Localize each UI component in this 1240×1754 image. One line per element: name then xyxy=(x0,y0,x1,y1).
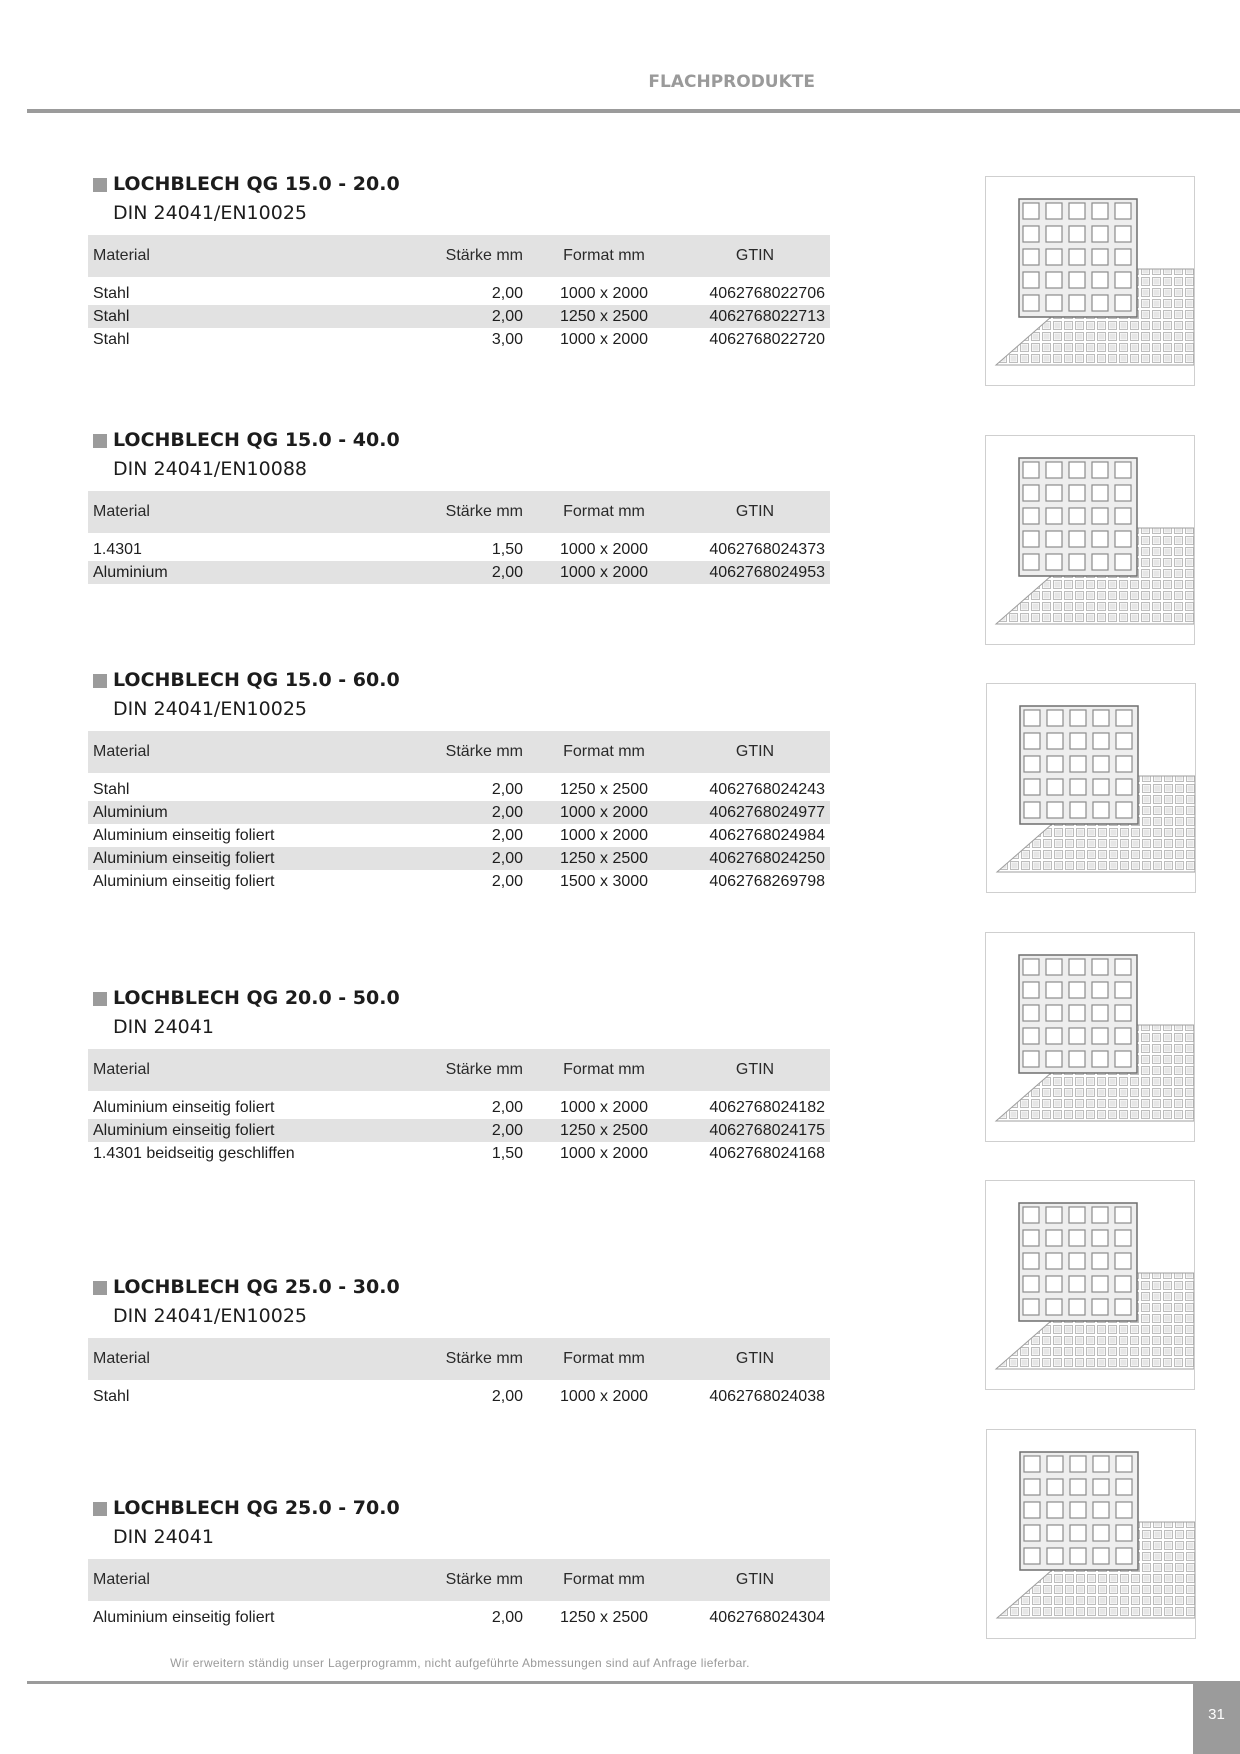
table-header-row xyxy=(88,1559,830,1601)
cell-material: Aluminium einseitig foliert xyxy=(93,1608,275,1626)
cell-material: 1.4301 xyxy=(93,540,142,558)
cell-gtin: 4062768024168 xyxy=(709,1144,825,1162)
cell-format: 1000 x 2000 xyxy=(559,284,649,302)
cell-staerke: 2,00 xyxy=(491,872,523,890)
cell-format: 1000 x 2000 xyxy=(559,1387,649,1405)
cell-staerke: 2,00 xyxy=(491,1387,523,1405)
cell-staerke: 2,00 xyxy=(491,826,523,844)
col-header-staerke: Stärke mm xyxy=(428,731,528,773)
col-header-format: Format mm xyxy=(528,235,680,277)
cell-material: Aluminium xyxy=(88,561,428,584)
page-number: 31 xyxy=(1208,1706,1225,1723)
cell-format: 1000 x 2000 xyxy=(559,1098,649,1116)
cell-staerke: 1,50 xyxy=(491,1144,523,1162)
col-header-staerke: Stärke mm xyxy=(428,235,528,277)
col-header-staerke: Stärke mm xyxy=(428,1049,528,1091)
col-header-gtin: GTIN xyxy=(680,731,830,773)
col-header-gtin: GTIN xyxy=(680,235,830,277)
section-bullet xyxy=(93,1281,107,1295)
perforated-sheet-image xyxy=(985,176,1195,386)
table-row xyxy=(88,847,830,870)
cell-staerke: 2,00 xyxy=(491,1608,523,1626)
col-header-material: Material xyxy=(88,1049,428,1091)
product-table xyxy=(88,1559,830,1629)
cell-staerke: 2,00 xyxy=(491,284,523,302)
product-section xyxy=(88,173,825,351)
product-section xyxy=(88,429,825,584)
cell-gtin: 4062768024243 xyxy=(709,780,825,798)
header-title: FLACHPRODUKTE xyxy=(648,72,815,92)
section-title: LOCHBLECH QG 25.0 - 30.0 xyxy=(113,1276,400,1298)
cell-format: 1000 x 2000 xyxy=(528,801,680,824)
product-section xyxy=(88,1276,825,1408)
table-row xyxy=(88,1385,830,1408)
table-row xyxy=(88,305,830,328)
col-header-gtin: GTIN xyxy=(680,1338,830,1380)
cell-material: Aluminium einseitig foliert xyxy=(88,847,428,870)
page-number-box xyxy=(1193,1684,1240,1754)
cell-material: Aluminium einseitig foliert xyxy=(93,872,275,890)
table-row xyxy=(88,778,830,801)
cell-gtin: 4062768024175 xyxy=(680,1119,830,1142)
table-row xyxy=(88,538,830,561)
cell-staerke: 2,00 xyxy=(428,305,528,328)
product-table xyxy=(88,1338,830,1408)
cell-gtin: 4062768024373 xyxy=(709,540,825,558)
cell-material: Aluminium einseitig foliert xyxy=(93,826,275,844)
cell-format: 1250 x 2500 xyxy=(559,1608,649,1626)
cell-format: 1500 x 3000 xyxy=(559,872,649,890)
cell-format: 1000 x 2000 xyxy=(528,561,680,584)
col-header-gtin: GTIN xyxy=(680,1559,830,1601)
cell-staerke: 2,00 xyxy=(428,1119,528,1142)
table-row xyxy=(88,1119,830,1142)
col-header-format: Format mm xyxy=(528,1338,680,1380)
table-header-row xyxy=(88,491,830,533)
col-header-material: Material xyxy=(88,235,428,277)
cell-staerke: 2,00 xyxy=(428,561,528,584)
cell-gtin: 4062768024304 xyxy=(709,1608,825,1626)
cell-material: Aluminium einseitig foliert xyxy=(93,1098,275,1116)
table-row xyxy=(88,1606,830,1629)
product-table xyxy=(88,491,830,584)
cell-material: Stahl xyxy=(93,330,130,348)
table-row xyxy=(88,1096,830,1119)
cell-gtin: 4062768022720 xyxy=(709,330,825,348)
section-title: LOCHBLECH QG 15.0 - 40.0 xyxy=(113,429,400,451)
cell-staerke: 1,50 xyxy=(491,540,523,558)
product-table xyxy=(88,731,830,893)
cell-gtin: 4062768024953 xyxy=(680,561,830,584)
cell-staerke: 2,00 xyxy=(428,847,528,870)
product-section xyxy=(88,1497,825,1629)
section-bullet xyxy=(93,434,107,448)
section-subtitle: DIN 24041 xyxy=(113,1016,214,1038)
footnote: Wir erweitern ständig unser Lagerprogramm, nicht aufgeführte Abmessungen sind auf Anfrage lieferbar. xyxy=(170,1656,750,1670)
table-row xyxy=(88,282,830,305)
section-subtitle: DIN 24041 xyxy=(113,1526,214,1548)
table-row xyxy=(88,870,830,893)
cell-gtin: 4062768024038 xyxy=(709,1387,825,1405)
col-header-staerke: Stärke mm xyxy=(428,1338,528,1380)
col-header-gtin: GTIN xyxy=(680,491,830,533)
section-subtitle: DIN 24041/EN10088 xyxy=(113,458,307,480)
cell-gtin: 4062768022713 xyxy=(680,305,830,328)
section-bullet xyxy=(93,1502,107,1516)
cell-material: Aluminium xyxy=(88,801,428,824)
col-header-staerke: Stärke mm xyxy=(428,1559,528,1601)
section-subtitle: DIN 24041/EN10025 xyxy=(113,1305,307,1327)
cell-format: 1250 x 2500 xyxy=(528,1119,680,1142)
table-header-row xyxy=(88,235,830,277)
footer-rule xyxy=(27,1681,1240,1684)
perforated-sheet-image xyxy=(985,435,1195,645)
cell-material: Stahl xyxy=(93,780,130,798)
product-section xyxy=(88,987,825,1165)
col-header-format: Format mm xyxy=(528,1049,680,1091)
table-row xyxy=(88,561,830,584)
perforated-sheet-image xyxy=(985,932,1195,1142)
cell-gtin: 4062768024182 xyxy=(709,1098,825,1116)
product-section xyxy=(88,669,825,893)
section-subtitle: DIN 24041/EN10025 xyxy=(113,202,307,224)
section-title: LOCHBLECH QG 25.0 - 70.0 xyxy=(113,1497,400,1519)
header-rule xyxy=(27,109,1240,113)
cell-material: Stahl xyxy=(93,1387,130,1405)
cell-format: 1250 x 2500 xyxy=(559,780,649,798)
perforated-sheet-image xyxy=(985,1180,1195,1390)
section-title: LOCHBLECH QG 15.0 - 60.0 xyxy=(113,669,400,691)
section-bullet xyxy=(93,178,107,192)
table-row xyxy=(88,801,830,824)
col-header-material: Material xyxy=(88,1559,428,1601)
col-header-material: Material xyxy=(88,1338,428,1380)
product-table xyxy=(88,235,830,351)
table-row xyxy=(88,824,830,847)
table-row xyxy=(88,1142,830,1165)
cell-format: 1250 x 2500 xyxy=(528,305,680,328)
table-header-row xyxy=(88,731,830,773)
perforated-sheet-image xyxy=(986,683,1196,893)
cell-staerke: 3,00 xyxy=(491,330,523,348)
col-header-material: Material xyxy=(88,731,428,773)
table-row xyxy=(88,328,830,351)
cell-format: 1000 x 2000 xyxy=(559,826,649,844)
perforated-sheet-image xyxy=(986,1429,1196,1639)
section-title: LOCHBLECH QG 20.0 - 50.0 xyxy=(113,987,400,1009)
col-header-gtin: GTIN xyxy=(680,1049,830,1091)
col-header-format: Format mm xyxy=(528,731,680,773)
cell-staerke: 2,00 xyxy=(491,1098,523,1116)
cell-gtin: 4062768269798 xyxy=(709,872,825,890)
col-header-material: Material xyxy=(88,491,428,533)
product-table xyxy=(88,1049,830,1165)
cell-material: 1.4301 beidseitig geschliffen xyxy=(93,1144,295,1162)
section-bullet xyxy=(93,674,107,688)
cell-staerke: 2,00 xyxy=(491,780,523,798)
cell-gtin: 4062768024977 xyxy=(680,801,830,824)
cell-format: 1000 x 2000 xyxy=(559,540,649,558)
col-header-format: Format mm xyxy=(528,1559,680,1601)
col-header-staerke: Stärke mm xyxy=(428,491,528,533)
cell-format: 1250 x 2500 xyxy=(528,847,680,870)
cell-staerke: 2,00 xyxy=(428,801,528,824)
section-title: LOCHBLECH QG 15.0 - 20.0 xyxy=(113,173,400,195)
section-bullet xyxy=(93,992,107,1006)
cell-gtin: 4062768022706 xyxy=(709,284,825,302)
cell-format: 1000 x 2000 xyxy=(559,330,649,348)
table-header-row xyxy=(88,1338,830,1380)
section-subtitle: DIN 24041/EN10025 xyxy=(113,698,307,720)
table-header-row xyxy=(88,1049,830,1091)
cell-material: Stahl xyxy=(93,284,130,302)
cell-material: Aluminium einseitig foliert xyxy=(88,1119,428,1142)
cell-format: 1000 x 2000 xyxy=(559,1144,649,1162)
cell-gtin: 4062768024984 xyxy=(709,826,825,844)
cell-gtin: 4062768024250 xyxy=(680,847,830,870)
col-header-format: Format mm xyxy=(528,491,680,533)
cell-material: Stahl xyxy=(88,305,428,328)
